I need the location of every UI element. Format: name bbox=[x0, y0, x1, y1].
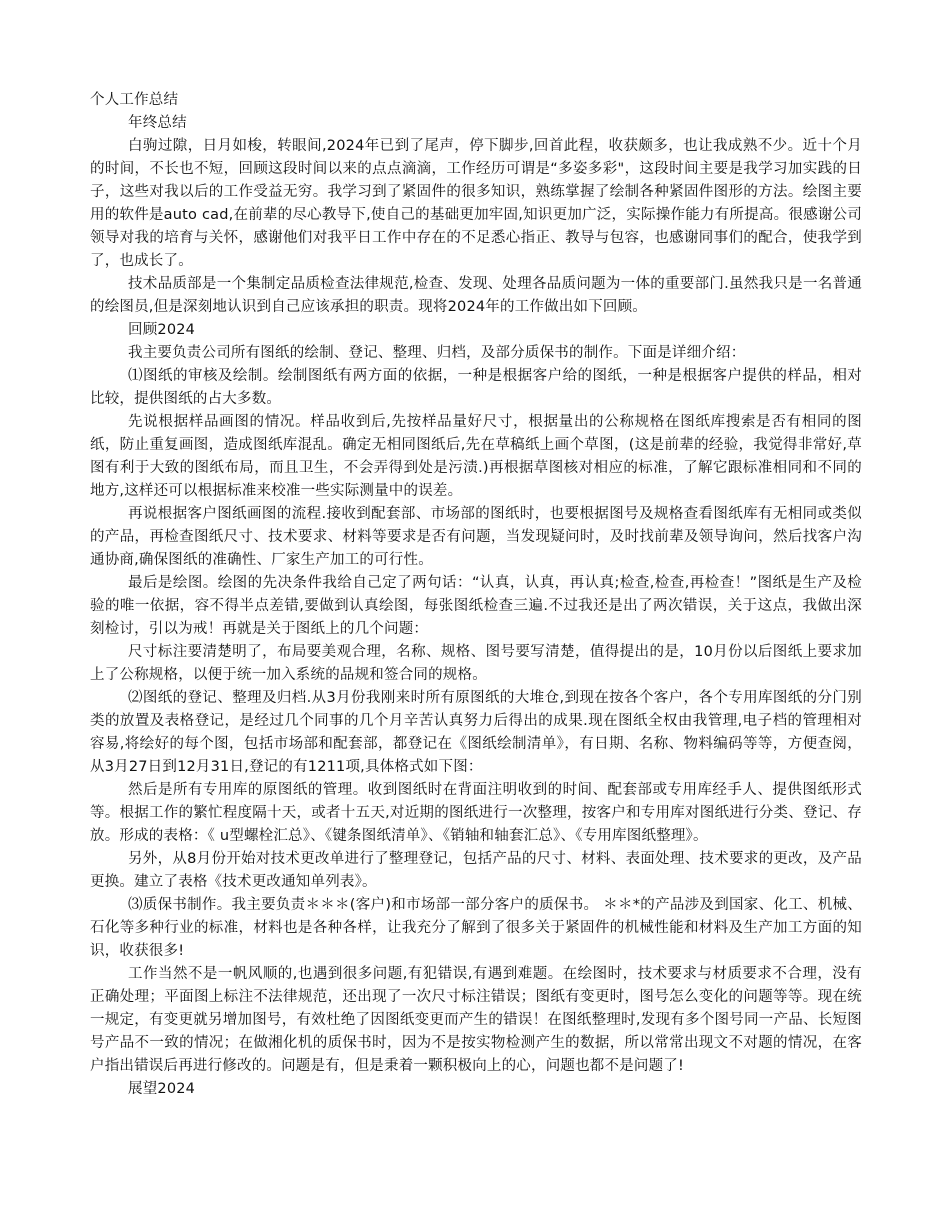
paragraph-problems: 工作当然不是一帆风顺的,也遇到很多问题,有犯错误,有遇到难题。在绘图时，技术要求与材质要求不合理，没有正确处理；平面图上标注不法律规范，还出现了一次尺寸标注错误；图纸有变更时，图号怎么变化的问题等等。现在统一规定，有变更就另增加图号，有效杜绝了因图纸变更而产生的错误！在图纸整理时,发现有多个图号同一产品、长短图号产品不一致的情况；在做湘化机的质保书时，因为不是按实物检测产生的数据，所以常常出现文不对题的情况，在客户指出错误后再进行修改的。问题是有，但是秉着一颗积极向上的心，问题也都不是问题了! bbox=[90, 966, 862, 1074]
document-title: 个人工作总结 bbox=[90, 92, 179, 108]
paragraph-department: 技术品质部是一个集制定品质检查法律规范,检查、发现、处理各品质问题为一体的重要部门.虽然我只是一名普通的绘图员,但是深刻地认识到自己应该承担的职责。现将2024年的工作做出如下回顾。 bbox=[90, 276, 862, 315]
paragraph-drawing-review: ⑴图纸的审核及绘制。绘制图纸有两方面的依据，一种是根据客户给的图纸，一种是根据客户提供的样品，相对比较，提供图纸的占大多数。 bbox=[90, 368, 862, 407]
paragraph-change-orders: 另外，从8月份开始对技术更改单进行了整理登记，包括产品的尺寸、材料、表面处理、技术要求的更改，及产品更换。建立了表格《技术更改通知单列表》。 bbox=[90, 851, 862, 890]
paragraph-final-drawing: 最后是绘图。绘图的先决条件我给自己定了两句话：“认真，认真，再认真;检查,检查,再检查！”图纸是生产及检验的唯一依据，容不得半点差错,要做到认真绘图，每张图纸检查三遍.不过我还是出了两次错误，关于这点，我做出深刻检讨，引以为戒！再就是关于图纸上的几个问题： bbox=[90, 575, 862, 637]
section-heading-outlook: 展望2024 bbox=[128, 1081, 196, 1097]
paragraph-intro: 白驹过隙，日月如梭，转眼间,2024年已到了尾声，停下脚步,回首此程，收获颇多，也让我成熟不少。近十个月的时间，不长也不短，回顾这段时间以来的点点滴滴，工作经历可谓是“多姿多彩"，这段时间主要是我学习加实践的日子，这些对我以后的工作受益无穷。我学习到了紧固件的很多知识，熟练掌握了绘制各种紧固件图形的方法。绘图主要用的软件是auto cad,在前辈的尽心教导下,使自己的基础更加牢固,知识更加广泛，实际操作能力有所提高。很感谢公司领导对我的培育与关怀，感谢他们对我平日工作中存在的不足悉心指正、教导与包容，也感谢同事们的配合，使我学到了，也成长了。 bbox=[90, 138, 862, 269]
paragraph-registration: ⑵图纸的登记、整理及归档.从3月份我刚来时所有原图纸的大堆仓,到现在按各个客户，各个专用库图纸的分门别类的放置及表格登记，是经过几个同事的几个月辛苦认真努力后得出的成果.现在图纸全权由我管理,电子档的管理相对容易,将绘好的每个图，包括市场部和配套部，都登记在《图纸绘制清单》，有日期、名称、物料编码等等，方便查阅，从3月27日到12月31日,登记的有1211项,具体格式如下图： bbox=[90, 690, 862, 775]
paragraph-quality-certificates: ⑶质保书制作。我主要负责＊＊＊(客户)和市场部一部分客户的质保书。 ＊＊*的产品涉及到国家、化工、机械、石化等多种行业的标准，材料也是各种各样，让我充分了解到了很多关于紧固件的机械性能和材料及生产加工方面的知识，收获很多! bbox=[90, 897, 862, 959]
document-page bbox=[90, 89, 862, 1101]
document-subtitle: 年终总结 bbox=[128, 115, 187, 131]
paragraph-responsibilities: 我主要负责公司所有图纸的绘制、登记、整理、归档，及部分质保书的制作。下面是详细介绍： bbox=[128, 345, 746, 361]
paragraph-sample-drawing: 先说根据样品画图的情况。样品收到后,先按样品量好尺寸，根据量出的公称规格在图纸库搜索是否有相同的图纸，防止重复画图，造成图纸库混乱。确定无相同图纸后,先在草稿纸上画个草图，(这是前辈的经验，我觉得非常好,草图有利于大致的图纸布局，而且卫生，不会弄得到处是污渍.)再根据草图核对相应的标准，了解它跟标准相同和不同的地方,这样还可以根据标准来校准一些实际测量中的误差。 bbox=[90, 414, 862, 499]
paragraph-original-drawings: 然后是所有专用库的原图纸的管理。收到图纸时在背面注明收到的时间、配套部或专用库经手人、提供图纸形式等。根据工作的繁忙程度隔十天，或者十五天,对近期的图纸进行一次整理，按客户和专用库对图纸进行分类、登记、存放。形成的表格：《 u型螺栓汇总》、《键条图纸清单》、《销轴和轴套汇总》、《专用库图纸整理》。 bbox=[90, 782, 862, 844]
section-heading-review: 回顾2024 bbox=[128, 322, 196, 338]
paragraph-dimensioning: 尺寸标注要清楚明了，布局要美观合理，名称、规格、图号要写清楚，值得提出的是，10月份以后图纸上要求加上了公称规格，以便于统一加入系统的品规和签合同的规格。 bbox=[90, 644, 862, 683]
paragraph-customer-drawing: 再说根据客户图纸画图的流程.接收到配套部、市场部的图纸时，也要根据图号及规格查看图纸库有无相同或类似的产品，再检查图纸尺寸、技术要求、材料等要求是否有问题，当发现疑问时，及时找前辈及领导询问，然后找客户沟通协商,确保图纸的准确性、厂家生产加工的可行性。 bbox=[90, 506, 862, 568]
